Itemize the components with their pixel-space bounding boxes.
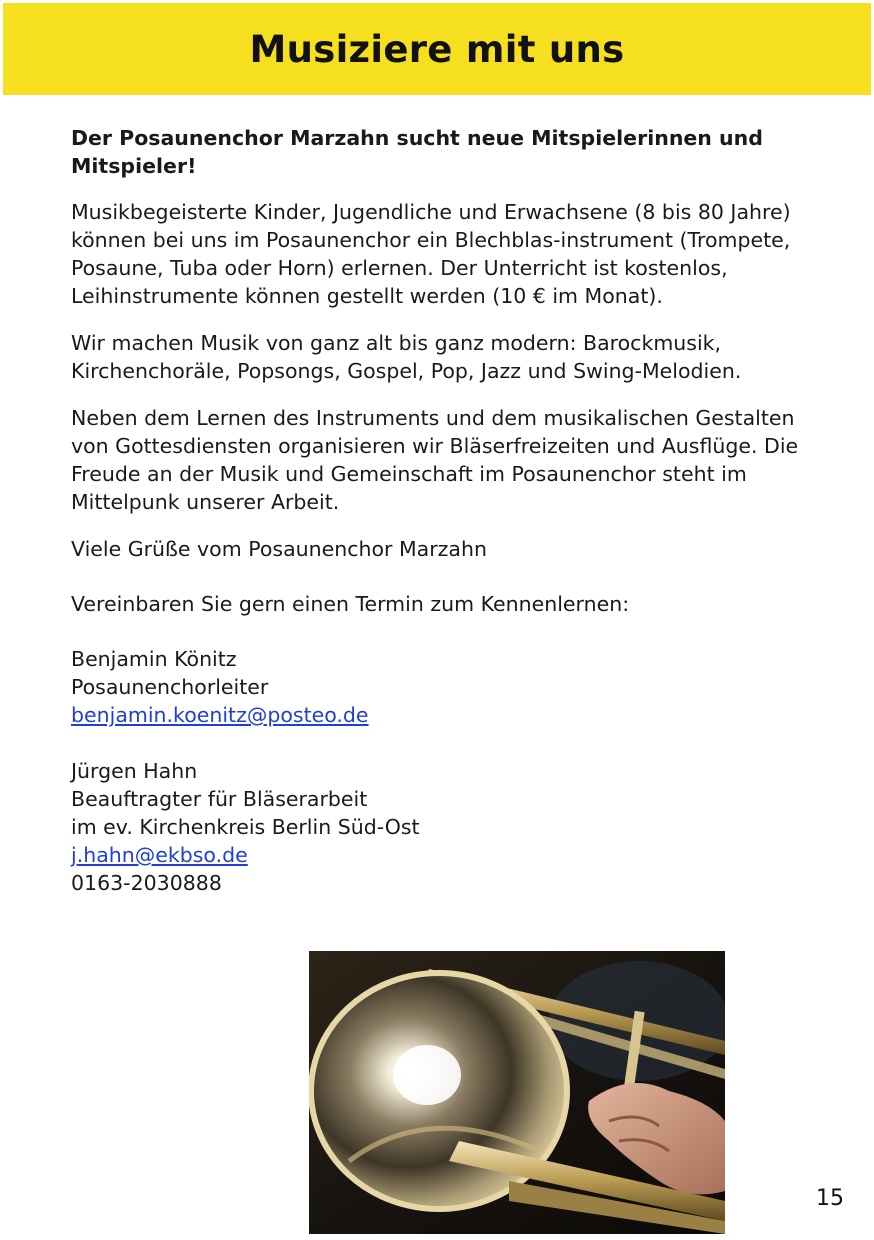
page-title: Musiziere mit uns — [249, 27, 625, 71]
contact-name: Benjamin Könitz — [71, 647, 237, 671]
contact-role: Beauftragter für Bläserarbeit — [71, 787, 368, 811]
page-number: 15 — [816, 1186, 844, 1211]
contact-juergen — [71, 757, 811, 897]
contact-organization: im ev. Kirchenkreis Berlin Süd-Ost — [71, 815, 420, 839]
article-body — [71, 124, 811, 897]
greeting-line: Viele Grüße vom Posaunenchor Marzahn — [71, 537, 487, 561]
paragraph-music-styles: Wir machen Musik von ganz alt bis ganz modern: Barockmusik, Kirchenchoräle, Popsongs, Gospel, Pop, Jazz und Swing-Melodien. — [71, 331, 742, 383]
contact-email-link[interactable]: benjamin.koenitz@posteo.de — [71, 703, 369, 727]
trombone-illustration — [309, 951, 725, 1234]
contact-name: Jürgen Hahn — [71, 759, 198, 783]
contact-benjamin — [71, 645, 811, 729]
contact-email-link[interactable]: j.hahn@ekbso.de — [71, 843, 248, 867]
paragraph-activities: Neben dem Lernen des Instruments und dem musikalischen Gestalten von Gottesdiensten organisieren wir Bläserfreizeiten und Ausflüge. Die Freude an der Musik und Gemeinschaft im Posaunenchor steht im Mittelpunk unserer Arbeit. — [71, 406, 799, 514]
appointment-line: Vereinbaren Sie gern einen Termin zum Kennenlernen: — [71, 592, 630, 616]
contact-phone: 0163-2030888 — [71, 871, 222, 895]
contact-role: Posaunenchorleiter — [71, 675, 269, 699]
lead-heading: Der Posaunenchor Marzahn sucht neue Mitspielerinnen und Mitspieler! — [71, 126, 763, 178]
trombone-photo — [309, 951, 725, 1234]
header-band — [3, 3, 871, 95]
paragraph-instruments: Musikbegeisterte Kinder, Jugendliche und Erwachsene (8 bis 80 Jahre) können bei uns im Posaunenchor ein Blechblas-instrument (Trompete, Posaune, Tuba oder Horn) erlernen. Der Unterricht ist kostenlos, Leihinstrumente können gestellt werden (10 € im Monat). — [71, 200, 791, 308]
